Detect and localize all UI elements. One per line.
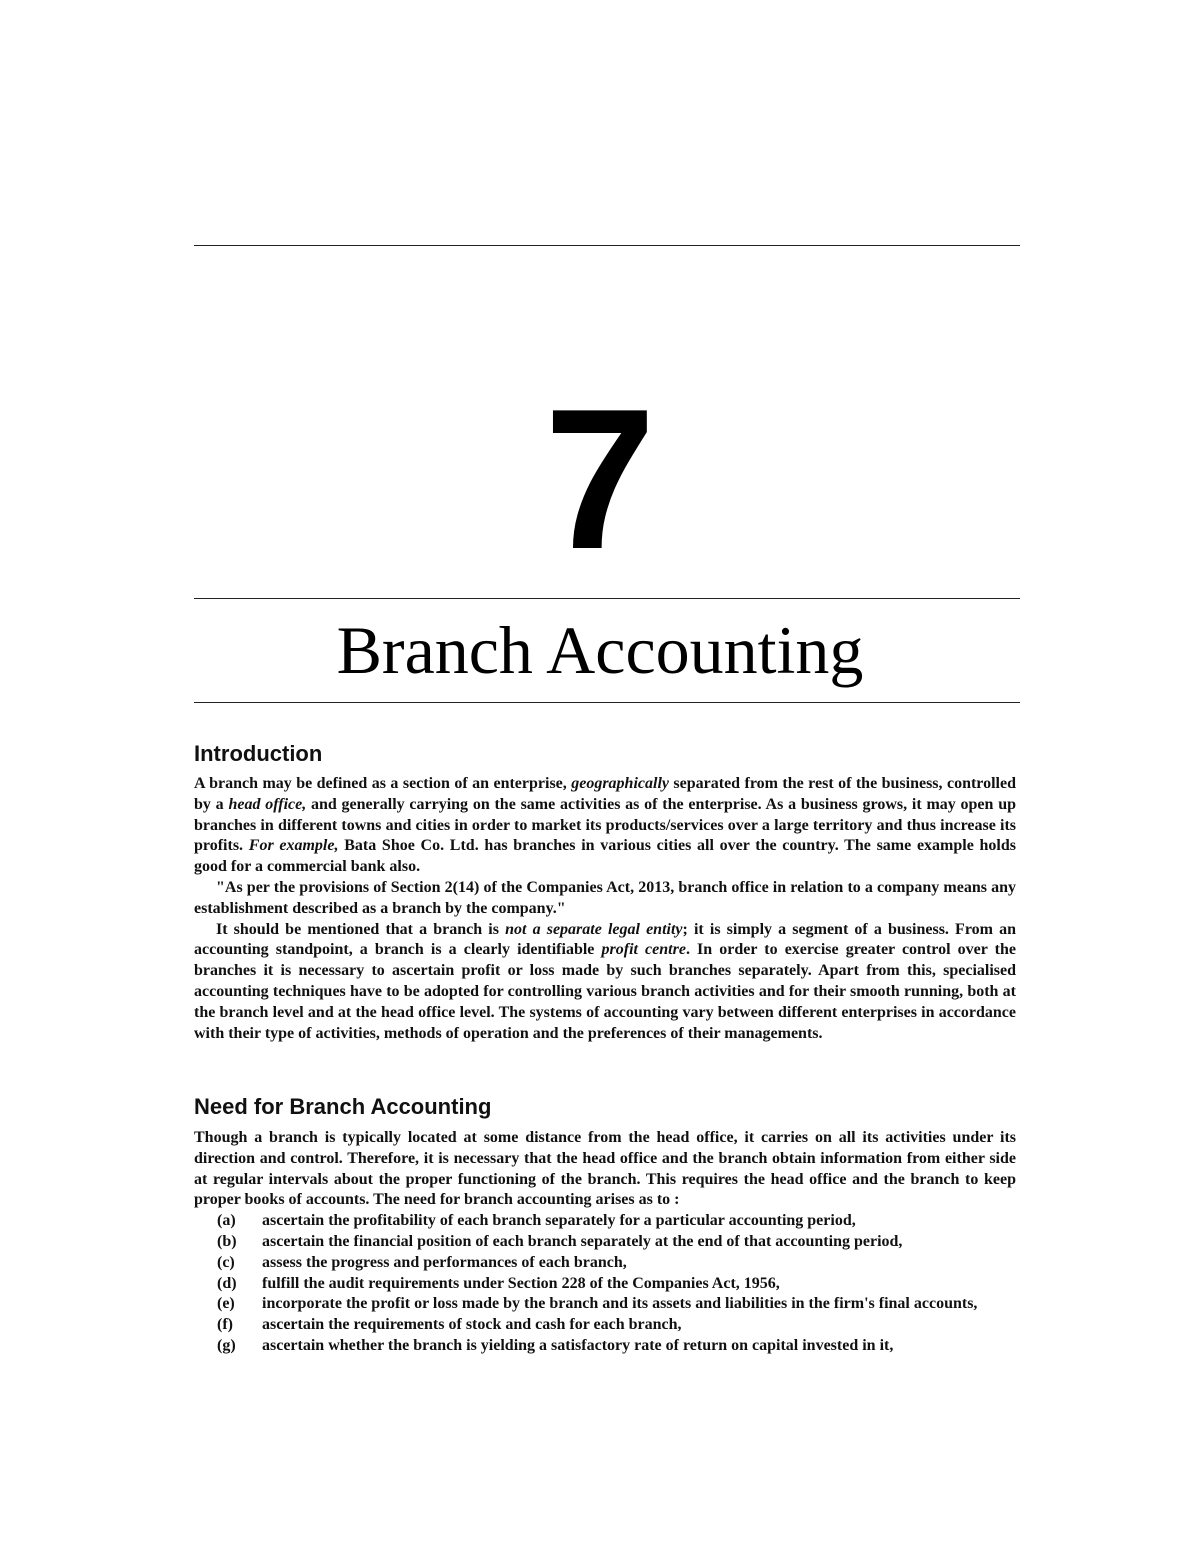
list-item bbox=[194, 1232, 1016, 1253]
list-marker: (e) bbox=[217, 1295, 235, 1313]
emphasis-text: profit centre bbox=[601, 941, 686, 959]
text-run: and generally carrying on the same activities as of the enterprise. As a business grows, it may open up branches in different towns and cities in order to market its products/services over a large territory and thus increase its profits. bbox=[194, 795, 1016, 855]
list-marker: (f) bbox=[217, 1316, 233, 1334]
list-marker: (d) bbox=[217, 1274, 237, 1292]
need-list bbox=[194, 1211, 1016, 1357]
chapter-number: 7 bbox=[544, 368, 656, 591]
list-item-text: fulfill the audit requirements under Section 228 of the Companies Act, 1956, bbox=[262, 1274, 780, 1292]
list-item-text: ascertain whether the branch is yielding a satisfactory rate of return on capital invested in it, bbox=[262, 1336, 894, 1354]
list-marker: (a) bbox=[217, 1212, 236, 1230]
title-bottom-divider bbox=[194, 702, 1020, 703]
need-intro-paragraph: Though a branch is typically located at some distance from the head office, it carries on all its activities under its direction and control. Therefore, it is necessary that the head office and the branch obtain information from either side at regular intervals about the proper functioning of the branch. This requires the head office and the branch to keep proper books of accounts. The need for branch accounting arises as to : bbox=[194, 1129, 1016, 1209]
emphasis-text: head office, bbox=[228, 795, 307, 813]
text-run: A branch may be defined as a section of an enterprise, bbox=[194, 775, 572, 792]
emphasis-text: geographically bbox=[571, 775, 669, 792]
text-run: Bata Shoe Co. Ltd. has branches in various cities all over the country. The same example holds good for a commercial bank also. bbox=[194, 837, 1017, 876]
emphasis-text: not a separate legal entity bbox=[505, 920, 683, 938]
introduction-paragraph-2: "As per the provisions of Section 2(14) of the Companies Act, 2013, branch office in relation to a company means any establishment described as a branch by the company." bbox=[194, 878, 1016, 917]
top-divider bbox=[194, 245, 1020, 246]
list-item bbox=[194, 1336, 1016, 1357]
text-run: ; it is simply a segment of a business. From an accounting standpoint, a branch is a clearly identifiable bbox=[194, 920, 1017, 959]
list-item bbox=[194, 1211, 1016, 1232]
need-body bbox=[194, 1128, 1016, 1357]
list-item-text: ascertain the financial position of each branch separately at the end of that accounting period, bbox=[262, 1232, 903, 1250]
list-marker: (c) bbox=[217, 1253, 235, 1271]
introduction-body bbox=[194, 774, 1016, 1044]
chapter-title: Branch Accounting bbox=[336, 612, 864, 688]
need-heading: Need for Branch Accounting bbox=[194, 1094, 492, 1119]
introduction-paragraph-1 bbox=[194, 774, 1016, 878]
text-run: separated from the rest of the business, controlled by a bbox=[194, 775, 1016, 813]
list-item-text: ascertain the requirements of stock and cash for each branch, bbox=[262, 1316, 682, 1334]
list-item bbox=[194, 1294, 1016, 1315]
title-top-divider bbox=[194, 598, 1020, 599]
list-item-text: ascertain the profitability of each branch separately for a particular accounting period, bbox=[262, 1212, 856, 1230]
introduction-heading: Introduction bbox=[194, 741, 323, 766]
text-run: It should be mentioned that a branch is bbox=[216, 920, 506, 938]
emphasis-text: For example, bbox=[248, 837, 339, 855]
list-item bbox=[194, 1315, 1016, 1336]
list-item bbox=[194, 1274, 1016, 1295]
list-marker: (g) bbox=[217, 1336, 236, 1354]
list-item-text: incorporate the profit or loss made by the branch and its assets and liabilities in the firm's final accounts, bbox=[262, 1295, 978, 1313]
text-run: . In order to exercise greater control over the branches it is necessary to ascertain profit or loss made by such branches separately. Apart from this, specialised accounting techniques have to be adopted for controlling various branch activities and for their smooth running, both at the branch level and at the head office level. The systems of accounting vary between different enterprises in accordance with their type of activities, methods of operation and the preferences of their managements. bbox=[194, 941, 1016, 1042]
list-item bbox=[194, 1253, 1016, 1274]
introduction-paragraph-3 bbox=[194, 920, 1016, 1045]
list-marker: (b) bbox=[217, 1232, 237, 1250]
list-item-text: assess the progress and performances of each branch, bbox=[262, 1253, 627, 1271]
